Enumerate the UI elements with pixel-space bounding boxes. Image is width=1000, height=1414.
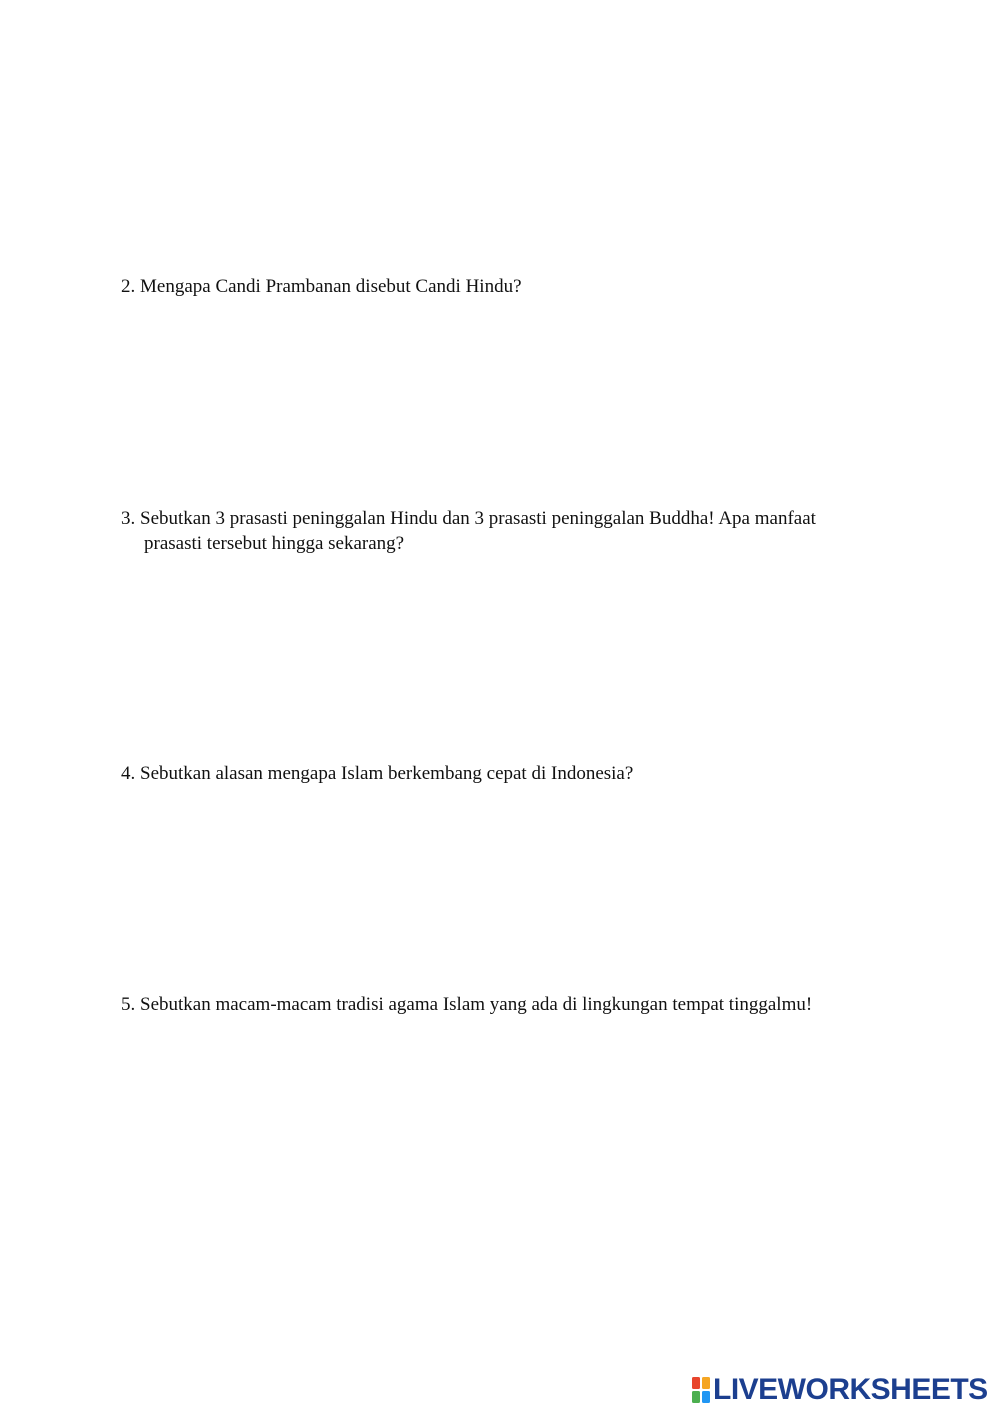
- liveworksheets-logo-icon: [692, 1377, 710, 1403]
- question-2-text: 2. Mengapa Candi Prambanan disebut Candi Hindu?: [121, 276, 522, 297]
- question-2: [121, 274, 881, 299]
- question-3: [121, 506, 881, 556]
- watermark-text: LIVEWORKSHEETS: [713, 1373, 988, 1406]
- question-5-text: 5. Sebutkan macam-macam tradisi agama Islam yang ada di lingkungan tempat tinggalmu!: [121, 994, 813, 1015]
- question-5: [121, 992, 881, 1017]
- question-3-text: 3. Sebutkan 3 prasasti peninggalan Hindu dan 3 prasasti peninggalan Buddha! Apa manfaat: [121, 508, 816, 529]
- question-3-text-continued: prasasti tersebut hingga sekarang?: [144, 533, 405, 554]
- question-4-text: 4. Sebutkan alasan mengapa Islam berkembang cepat di Indonesia?: [121, 763, 634, 784]
- liveworksheets-watermark: [692, 1374, 988, 1406]
- question-4: [121, 761, 881, 786]
